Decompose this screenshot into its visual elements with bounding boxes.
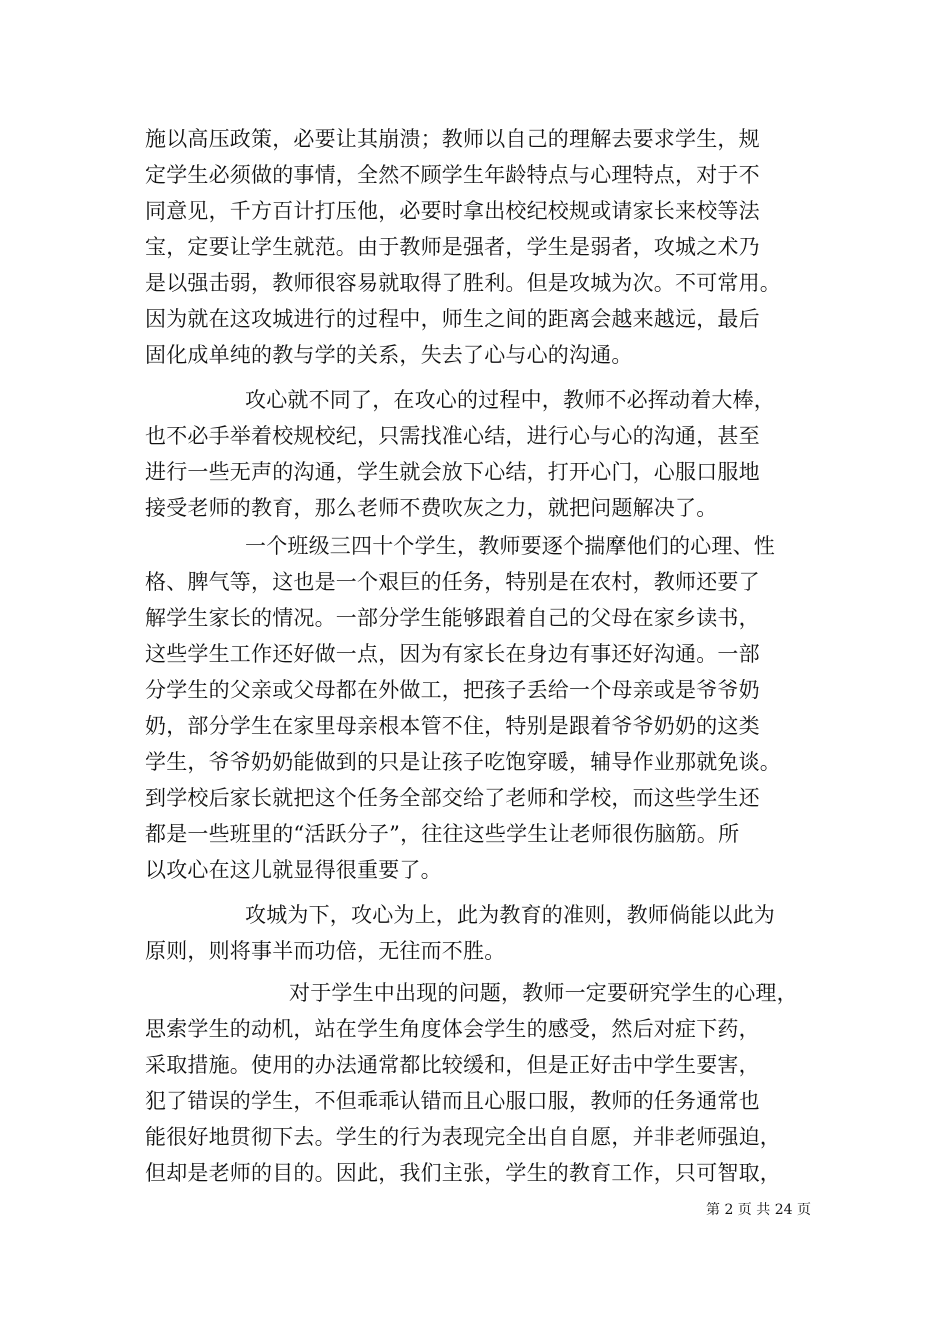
text-line: 因为就在这攻城进行的过程中，师生之间的距离会越来越远，最后 [145,307,760,331]
text-line: 学生，爷爷奶奶能做到的只是让孩子吃饱穿暖，辅导作业那就免谈。 [145,750,781,774]
text-line: 施以高压政策，必要让其崩溃；教师以自己的理解去要求学生，规 [145,127,760,151]
text-line: 同意见，千方百计打压他，必要时拿出校纪校规或请家长来校等法 [145,199,760,223]
text-line: 都是一些班里的“活跃分子”，往往这些学生让老师很伤脑筋。所 [145,822,740,846]
text-line: 也不必手举着校规校纪，只需找准心结，进行心与心的沟通，甚至 [145,424,760,448]
text-line: 格、脾气等，这也是一个艰巨的任务，特别是在农村，教师还要了 [145,570,760,594]
text-line: 解学生家长的情况。一部分学生能够跟着自己的父母在家乡读书， [145,606,760,630]
paragraph-first-line: 攻心就不同了，在攻心的过程中，教师不必挥动着大棒， [245,388,775,412]
text-line: 分学生的父亲或父母都在外做工，把孩子丢给一个母亲或是爷爷奶 [145,678,760,702]
text-line: 奶，部分学生在家里母亲根本管不住，特别是跟着爷爷奶奶的这类 [145,714,760,738]
paragraph-first-line: 一个班级三四十个学生，教师要逐个揣摩他们的心理、性 [245,534,775,558]
text-line: 进行一些无声的沟通，学生就会放下心结，打开心门，心服口服地 [145,460,760,484]
paragraph-first-line: 对于学生中出现的问题，教师一定要研究学生的心理， [289,981,798,1005]
text-line: 采取措施。使用的办法通常都比较缓和，但是正好击中学生要害， [145,1053,760,1077]
text-line: 接受老师的教育，那么老师不费吹灰之力，就把问题解决了。 [145,496,718,520]
text-line: 这些学生工作还好做一点，因为有家长在身边有事还好沟通。一部 [145,642,760,666]
text-line: 能很好地贯彻下去。学生的行为表现完全出自自愿，并非老师强迫， [145,1125,781,1149]
text-line: 犯了错误的学生，不但乖乖认错而且心服口服，教师的任务通常也 [145,1089,760,1113]
text-line: 是以强击弱，教师很容易就取得了胜利。但是攻城为次。不可常用。 [145,271,781,295]
text-line: 原则，则将事半而功倍，无往而不胜。 [145,939,506,963]
paragraph-first-line: 攻城为下，攻心为上，此为教育的准则，教师倘能以此为 [245,903,775,927]
text-line: 到学校后家长就把这个任务全部交给了老师和学校，而这些学生还 [145,786,760,810]
text-line: 思索学生的动机，站在学生角度体会学生的感受，然后对症下药， [145,1017,760,1041]
text-line: 固化成单纯的教与学的关系，失去了心与心的沟通。 [145,343,633,367]
page-number: 第 2 页 共 24 页 [706,1202,811,1218]
text-line: 宝，定要让学生就范。由于教师是强者，学生是弱者，攻城之术乃 [145,235,760,259]
text-line: 但却是老师的目的。因此，我们主张，学生的教育工作，只可智取， [145,1161,781,1185]
text-line: 定学生必须做的事情，全然不顾学生年龄特点与心理特点，对于不 [145,163,760,187]
text-line: 以攻心在这儿就显得很重要了。 [145,858,442,882]
